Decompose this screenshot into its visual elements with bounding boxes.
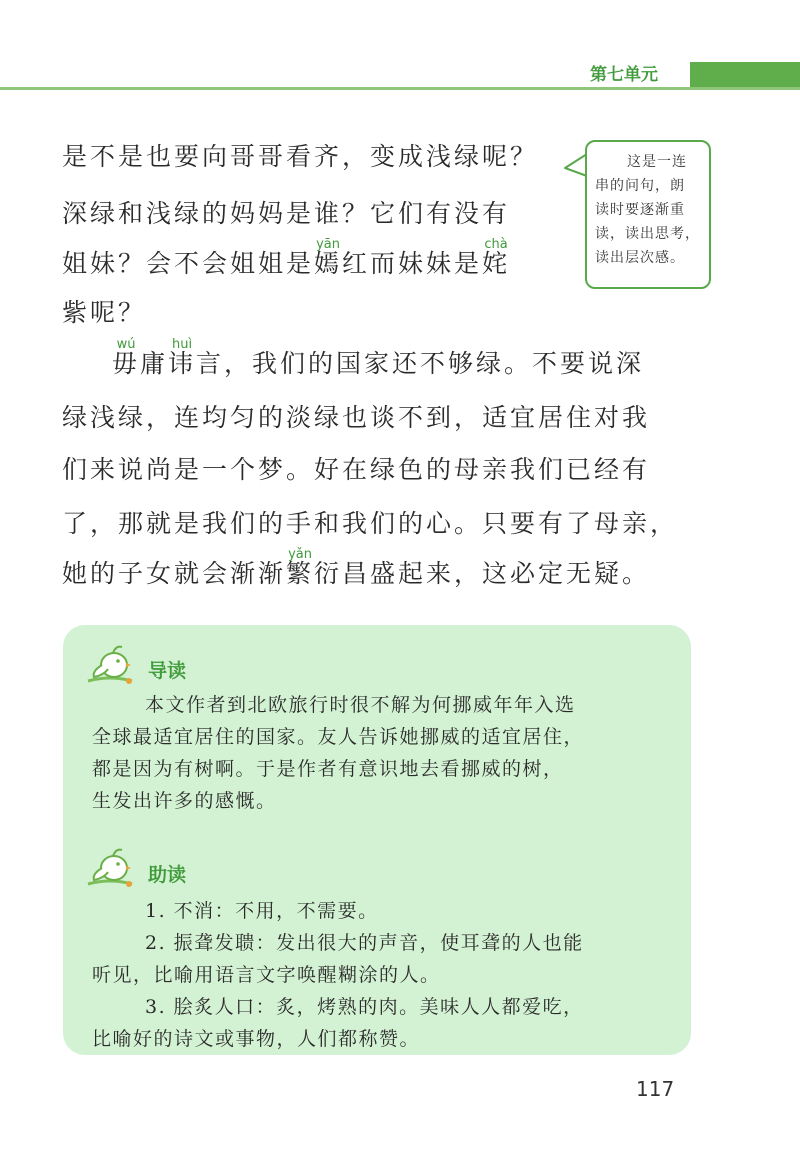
char: 毋: [112, 349, 141, 378]
pinyin: huì: [171, 337, 193, 352]
note-line: 读出层次感。: [595, 250, 685, 266]
guide-line-2: 全球最适宜居住的国家。友人告诉她挪威的适宜居住，: [92, 726, 585, 748]
body-line-6: 绿浅绿，连均匀的淡绿也谈不到，适宜居住对我: [62, 403, 651, 432]
char: 讳: [168, 349, 197, 378]
guide-line-3: 都是因为有树啊。于是作者有意识地去看挪威的树，: [92, 758, 564, 780]
body-line-1: 是不是也要向哥哥看齐，变成浅绿呢？: [62, 142, 539, 171]
ruby-char: [314, 237, 343, 279]
guide-line-1: 本文作者到北欧旅行时很不解为何挪威年年入选: [145, 694, 576, 716]
body-line-9: [62, 547, 651, 589]
body-text: 庸: [140, 349, 169, 378]
char: 嫣: [314, 249, 343, 278]
char: 繁: [286, 559, 315, 588]
ruby-char: [482, 237, 511, 279]
body-text: 言，我们的国家还不够绿。不要说深: [196, 349, 645, 378]
pinyin: wú: [116, 337, 136, 352]
body-line-4: 紫呢？: [62, 298, 147, 327]
help-line-3: 听见，比喻用语言文字唤醒糊涂的人。: [92, 964, 441, 986]
body-text: 姐妹？会不会姐姐是: [62, 249, 315, 278]
unit-bar: [690, 62, 800, 88]
help-line-2: 2. 振聋发聩：发出很大的声音，使耳聋的人也能: [145, 932, 584, 954]
guide-line-4: 生发出许多的感慨。: [92, 790, 277, 812]
help-line-1: 1. 不消：不用，不需要。: [145, 900, 379, 922]
header-rule: [0, 87, 800, 90]
note-line: 串的问句，朗: [595, 178, 685, 194]
ruby-char: [286, 547, 315, 589]
note-line: 读，读出思考，: [595, 226, 700, 242]
ruby-char: [168, 337, 197, 379]
side-note-text: [595, 150, 705, 270]
guide-title: 导读: [148, 660, 187, 682]
body-line-8: 了，那就是我们的手和我们的心。只要有了母亲，: [62, 509, 679, 538]
body-line-2: 深绿和浅绿的妈妈是谁？它们有没有: [62, 199, 511, 228]
help-title: 助读: [148, 864, 187, 886]
bird-icon: [80, 838, 140, 893]
note-line: 这是一连: [627, 154, 687, 170]
body-text: 红而妹妹是: [342, 249, 483, 278]
note-line: 读时要逐渐重: [595, 202, 685, 218]
reading-guide-box: [63, 625, 691, 1055]
body-line-3: [62, 237, 511, 279]
body-line-7: 们来说尚是一个梦。好在绿色的母亲我们已经有: [62, 455, 651, 484]
side-note: [585, 140, 711, 289]
char: 姹: [482, 249, 511, 278]
pinyin: chà: [484, 237, 508, 252]
help-line-5: 比喻好的诗文或事物，人们都称赞。: [92, 1028, 421, 1050]
unit-label: 第七单元: [590, 65, 658, 85]
pinyin: yǎn: [288, 547, 312, 562]
bird-icon: [80, 635, 140, 690]
body-line-5: [112, 337, 645, 379]
ruby-char: [112, 337, 141, 379]
help-line-4: 3. 脍炙人口：炙，烤熟的肉。美味人人都爱吃，: [145, 996, 584, 1018]
pinyin: yān: [316, 237, 340, 252]
page-number: 117: [636, 1077, 675, 1101]
body-text: 她的子女就会渐渐: [62, 559, 287, 588]
body-text: 衍昌盛起来，这必定无疑。: [314, 559, 651, 588]
